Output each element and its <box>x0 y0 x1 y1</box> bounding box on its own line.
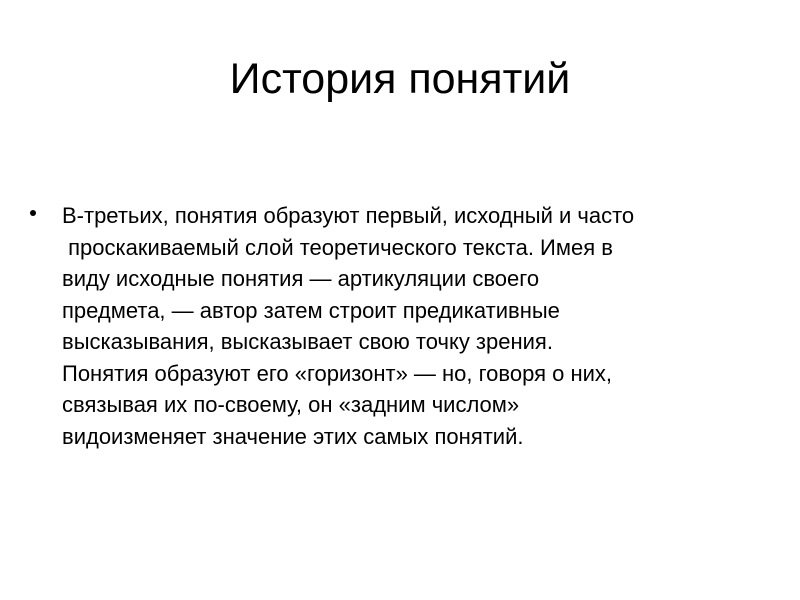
bullet-text-line: видоизменяет значение этих самых понятий. <box>62 423 524 449</box>
bullet-text-line: виду исходные понятия — артикуляции своего <box>62 266 540 291</box>
bullet-text-line: В-третьих, понятия образуют первый, исходный и часто <box>62 203 635 228</box>
slide-title: История понятий <box>229 55 571 103</box>
bullet-text-line: предмета, — автор затем строит предикативные <box>62 297 560 323</box>
bullet-item <box>26 200 766 452</box>
bullet-text-line: проскакиваемый слой теоретического текста. Имея в <box>62 234 613 260</box>
bullet-text-line: высказывания, высказывает свою точку зрения. <box>62 329 553 354</box>
bullet-dot-icon <box>30 210 36 216</box>
bullet-list <box>26 200 766 452</box>
bullet-text-line: связывая их по-своему, он «задним числом» <box>62 392 520 417</box>
bullet-text-line: Понятия образуют его «горизонт» — но, говоря о них, <box>62 360 612 386</box>
